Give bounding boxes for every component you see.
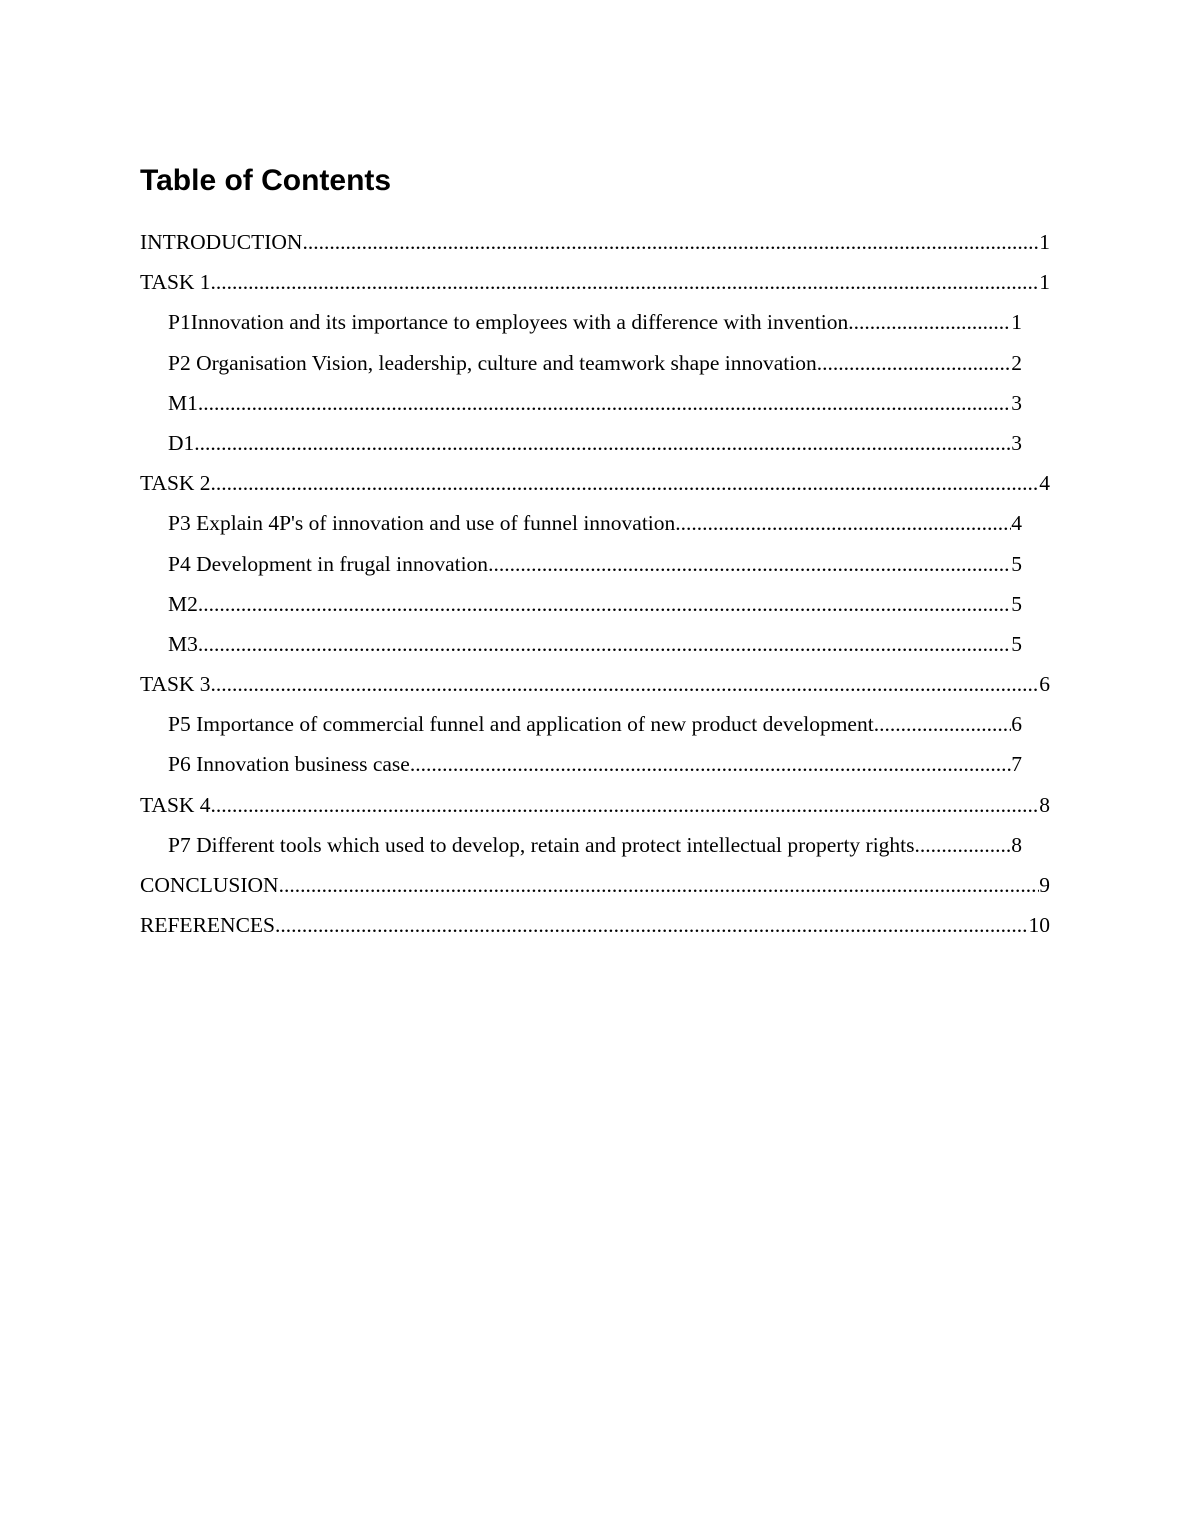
toc-entry-label: REFERENCES (140, 913, 275, 938)
toc-entry-page: 10 (1028, 913, 1050, 938)
dot-leader (874, 704, 1012, 744)
toc-entry-references[interactable] (140, 905, 1050, 945)
toc-entry-label: D1 (168, 430, 195, 455)
dot-leader (194, 423, 1011, 463)
toc-entry-m1[interactable] (140, 383, 1022, 423)
toc-entry-p3[interactable] (140, 503, 1022, 543)
dot-leader (211, 664, 1040, 704)
toc-entry-page: 8 (1011, 832, 1022, 857)
toc-entry-p1[interactable] (140, 302, 1022, 342)
toc-entry-task-2[interactable] (140, 463, 1050, 503)
toc-entry-page: 1 (1039, 270, 1050, 295)
toc-entry-page: 5 (1011, 631, 1022, 656)
toc-entry-page: 2 (1011, 350, 1022, 375)
toc-entry-label: INTRODUCTION (140, 230, 303, 254)
toc-entry-label: P7 Different tools which used to develop, retain and protect intellectual property rights (168, 832, 915, 857)
dot-leader (198, 624, 1011, 664)
dot-leader (915, 825, 1012, 865)
toc-entry-page: 3 (1011, 390, 1022, 415)
dot-leader (410, 744, 1011, 784)
toc-entry-label: TASK 4 (140, 792, 211, 817)
toc-entry-page: 3 (1011, 430, 1022, 455)
toc-entry-label: CONCLUSION (140, 873, 279, 897)
toc-entry-label: TASK 2 (140, 471, 211, 496)
toc-entry-page: 1 (1039, 230, 1050, 254)
dot-leader (198, 383, 1011, 423)
dot-leader (211, 785, 1040, 825)
toc-entry-page: 9 (1039, 873, 1050, 897)
toc-entry-m3[interactable] (140, 624, 1022, 664)
dot-leader (817, 343, 1011, 383)
toc-entry-label: M1 (168, 390, 198, 415)
toc-entry-label: P4 Development in frugal innovation (168, 551, 489, 576)
dot-leader (488, 544, 1011, 584)
toc-entry-p5[interactable] (140, 704, 1022, 744)
toc-entry-d1[interactable] (140, 423, 1022, 463)
toc-entry-p6[interactable] (140, 744, 1022, 784)
toc-entry-page: 4 (1011, 511, 1022, 536)
toc-entry-label: P3 Explain 4P's of innovation and use of funnel innovation (168, 511, 676, 536)
dot-leader (302, 222, 1039, 262)
toc-entry-conclusion[interactable] (140, 865, 1050, 905)
toc-entry-page: 8 (1039, 792, 1050, 817)
toc-entry-m2[interactable] (140, 584, 1022, 624)
dot-leader (198, 584, 1011, 624)
toc-entry-label: P6 Innovation business case (168, 752, 410, 777)
toc-entry-task-1[interactable] (140, 262, 1050, 302)
dot-leader (275, 905, 1029, 945)
toc-entry-page: 6 (1039, 672, 1050, 697)
toc-entry-p2[interactable] (140, 343, 1022, 383)
toc-entry-label: P2 Organisation Vision, leadership, culture and teamwork shape innovation (168, 350, 817, 375)
toc-entry-page: 7 (1011, 752, 1022, 777)
dot-leader (211, 463, 1040, 503)
toc-entry-p4[interactable] (140, 544, 1022, 584)
toc-entry-label: TASK 3 (140, 672, 211, 697)
toc-entry-page: 5 (1011, 551, 1022, 576)
dot-leader (211, 262, 1040, 302)
toc-title: Table of Contents (140, 164, 392, 197)
toc-entry-label: TASK 1 (140, 270, 211, 295)
toc-entry-task-4[interactable] (140, 785, 1050, 825)
toc-entry-p7[interactable] (140, 825, 1022, 865)
toc-entry-page: 5 (1011, 591, 1022, 616)
dot-leader (279, 865, 1040, 905)
dot-leader (848, 302, 1011, 342)
toc-entry-label: P5 Importance of commercial funnel and application of new product development (168, 712, 874, 737)
toc-entry-page: 6 (1011, 712, 1022, 737)
toc-entry-task-3[interactable] (140, 664, 1050, 704)
dot-leader (675, 503, 1011, 543)
toc-entry-label: M2 (168, 591, 198, 616)
toc-entry-page: 4 (1039, 471, 1050, 496)
toc-entry-introduction[interactable] (140, 222, 1050, 262)
toc-entry-page: 1 (1011, 310, 1022, 335)
toc-entry-label: M3 (168, 631, 198, 656)
toc-list (140, 222, 1050, 945)
toc-entry-label: P1Innovation and its importance to employees with a difference with invention (168, 310, 849, 335)
